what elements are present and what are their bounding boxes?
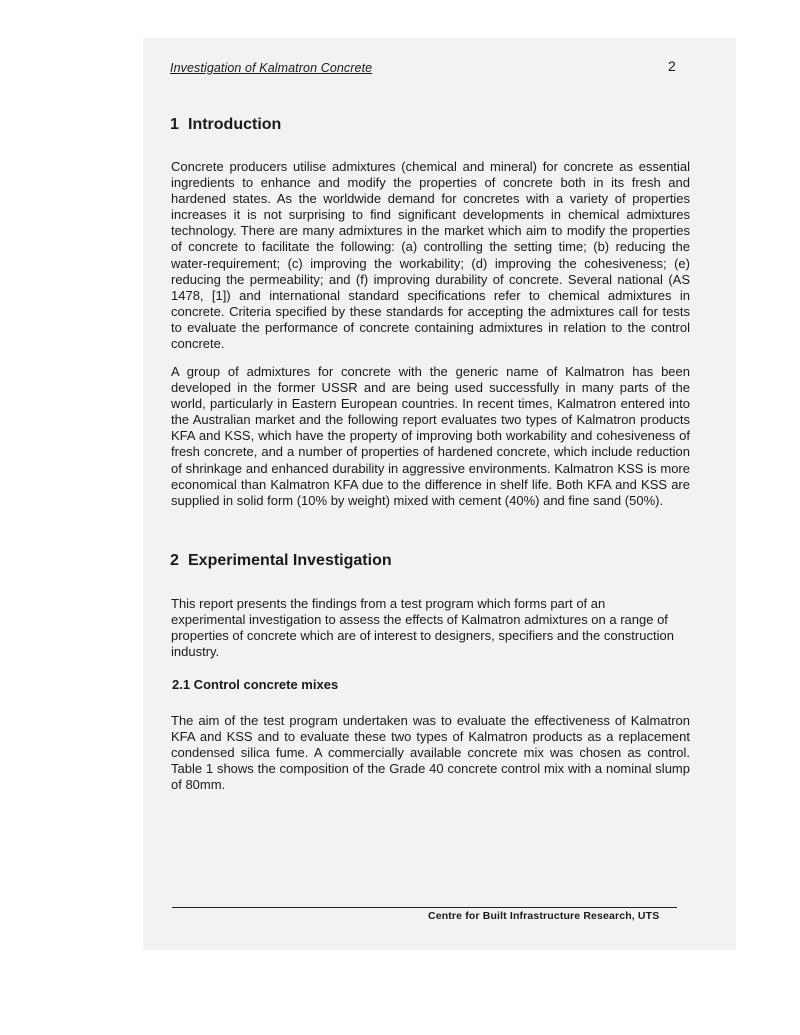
experimental-paragraph: This report presents the findings from a test program which forms part of an experimental investigation to assess the effects of Kalmatron admixtures on a range of properties of concrete which are of interest to designers, specifiers and the construction industry. [171,596,674,660]
section-2-number: 2 [170,552,179,569]
footer-institution: Centre for Built Infrastructure Research, UTS [428,910,660,922]
control-mixes-paragraph: The aim of the test program undertaken was to evaluate the effectiveness of Kalmatron KFA and KSS and to evaluate these two types of Kalmatron products as a replacement condensed silica fume. A commercially available concrete mix was chosen as control. Table 1 shows the composition of the Grade 40 concrete control mix with a nominal slump of 80mm. [171,713,690,793]
section-2-title: Experimental Investigation [188,552,392,569]
running-header-title: Investigation of Kalmatron Concrete [170,61,373,75]
section-1-number: 1 [170,116,179,133]
section-1-title: Introduction [188,116,282,133]
introduction-paragraph-1: Concrete producers utilise admixtures (chemical and mineral) for concrete as essential ingredients to enhance and modify the properties of concrete both in its fresh and hardened states. As the worldwide demand for concretes with a variety of properties increases it is not surprising to find significant developments in chemical admixtures technology. There are many admixtures in the market which aim to modify the properties of concrete to facilitate the following: (a) controlling the setting time; (b) reducing the water-requirement; (c) improving the workability; (d) improving the cohesiveness; (e) reducing the permeability; and (f) improving durability of concrete. Several national (AS 1478, [1]) and international standard specifications refer to chemical admixtures in concrete. Criteria specified by these standards for accepting the admixtures call for tests to evaluate the performance of concrete containing admixtures in relation to the control concrete. [171,159,690,352]
introduction-paragraph-2: A group of admixtures for concrete with the generic name of Kalmatron has been developed in the former USSR and are being used successfully in many parts of the world, particularly in Eastern European countries. In recent times, Kalmatron entered into the Australian market and the following report evaluates two types of Kalmatron products KFA and KSS, which have the property of improving both workability and cohesiveness of fresh concrete, and a number of properties of hardened concrete, which include reduction of shrinkage and enhanced durability in aggressive environments. Kalmatron KSS is more economical than Kalmatron KFA due to the difference in shelf life. Both KFA and KSS are supplied in solid form (10% by weight) mixed with cement (40%) and fine sand (50%). [171,364,690,508]
section-1-heading [170,116,281,134]
section-2-heading [170,552,392,570]
page-number: 2 [668,58,676,74]
subsection-2-1-heading: 2.1 Control concrete mixes [172,677,339,692]
footer-rule [172,907,677,908]
